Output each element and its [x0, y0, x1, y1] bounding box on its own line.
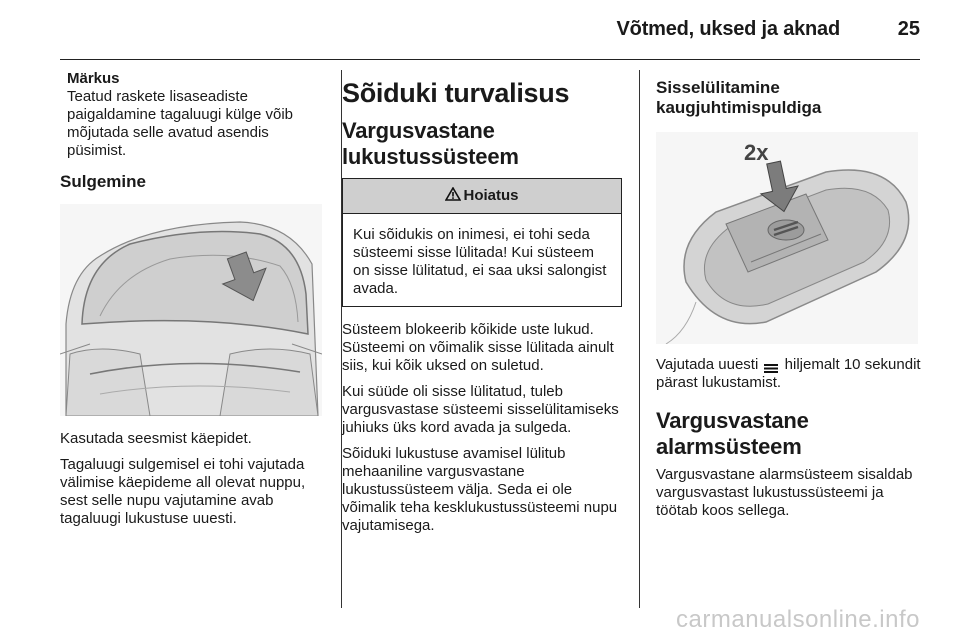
sub-heading-anti-theft: Vargusvastane lukustussüsteem — [342, 118, 519, 169]
warning-title: Hoiatus — [463, 187, 519, 204]
note — [67, 70, 328, 160]
press-count-label: 2x — [744, 140, 769, 165]
main-heading: Sõiduki turvalisus — [342, 78, 570, 108]
heading-alarm-system: Vargusvastane alarmsüsteem — [656, 408, 809, 459]
column-divider-2 — [639, 70, 640, 608]
remote-key-image — [656, 132, 918, 344]
header-rule — [60, 59, 920, 60]
col2-para1: Süsteem blokeerib kõikide uste lukud. Süsteemi on võimalik sisse lülitada ainult siis, kui kõik uksed on suletud. — [342, 321, 614, 374]
col3-para2: Vargusvastane alarmsüsteem sisaldab vargusvastast lukustussüsteemi ja töötab koos sellega. — [656, 466, 913, 519]
warning-header — [343, 179, 621, 214]
col2-para2: Kui süüde oli sisse lülitatud, tuleb vargusvastase süsteemi sisselülitamiseks juhiuks üks kord avada ja sulgeda. — [342, 383, 619, 436]
tailgate-image — [60, 204, 322, 416]
section-heading-closing: Sulgemine — [60, 172, 146, 191]
page-number: 25 — [897, 18, 920, 40]
col3-para1 — [656, 356, 924, 392]
lock-button-icon — [764, 360, 778, 370]
warning-text: Kui sõidukis on inimesi, ei tohi seda süsteemi sisse lülitada! Kui süsteem on sisse lülitatud, ei saa uksi salongist avada. — [353, 226, 607, 297]
column-3 — [656, 70, 924, 528]
note-label: Märkus — [67, 70, 120, 87]
remote-key-illustration — [656, 132, 918, 344]
heading-remote-activation: Sisselülitamine kaugjuhtimispuldiga — [656, 78, 822, 117]
col2-para3: Sõiduki lukustuse avamisel lülitub mehaaniline vargusvastane lukustussüsteem välja. Seda ei ole võimalik teha kesklukustussüsteemi nupu vajutamisega. — [342, 445, 618, 534]
watermark: carmanualsonline.info — [676, 606, 920, 633]
warning-triangle-icon — [445, 187, 461, 206]
header-title: Võtmed, uksed ja aknad — [616, 18, 840, 40]
col1-para2: Tagaluugi sulgemisel ei tohi vajutada välimise käepideme all olevat nuppu, sest selle nupu vajutamine avab tagaluugi lukustuse uuesti. — [60, 456, 306, 527]
col1-para1: Kasutada seesmist käepidet. — [60, 430, 252, 447]
tailgate-illustration — [60, 204, 322, 416]
col3-para1-before: Vajutada uuesti — [656, 356, 759, 373]
warning-box — [342, 178, 622, 307]
column-1 — [60, 70, 328, 536]
note-text: Teatud raskete lisaseadiste paigaldamine tagaluugi külge võib mõjutada selle avatud asendis püsimist. — [67, 88, 293, 159]
col3-para1-after: hiljemalt 10 sekundit pärast lukustamist. — [656, 356, 921, 391]
column-2 — [342, 70, 622, 543]
